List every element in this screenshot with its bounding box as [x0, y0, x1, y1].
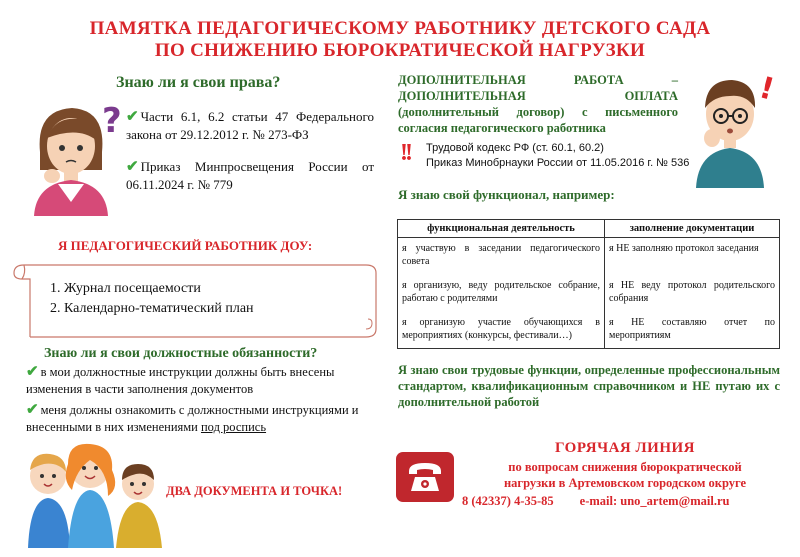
- check-icon: ✔: [26, 364, 39, 380]
- two-documents-slogan: ДВА ДОКУМЕНТА И ТОЧКА!: [166, 484, 343, 498]
- hotline-phone[interactable]: 8 (42337) 4-35-85: [462, 494, 554, 508]
- table-row: [398, 312, 780, 349]
- legal-references: Трудовой кодекс РФ (ст. 60.1, 60.2) Приказ Минобрнауки России от 11.05.2016 г. № 536: [426, 142, 690, 169]
- thinking-woman-illustration: [22, 92, 132, 216]
- title-line-1: ПАМЯТКА ПЕДАГОГИЧЕСКОМУ РАБОТНИКУ ДЕТСКОГО САДА: [89, 18, 711, 39]
- document-scroll: [10, 257, 380, 343]
- hotline-title: ГОРЯЧАЯ ЛИНИЯ: [554, 440, 696, 456]
- telephone-icon: [396, 452, 454, 502]
- check-icon: ✔: [126, 159, 139, 175]
- additional-work-text: ДОПОЛНИТЕЛЬНАЯ РАБОТА – ДОПОЛНИТЕЛЬНАЯ ОПЛАТА (дополнительный договор) с письменного согласия педагогического работника: [398, 73, 678, 135]
- column-header-activity: функциональная деятельность: [398, 220, 605, 238]
- law-item-1: ✔ Части 6.1, 6.2 статьи 47 Федерального закона от 29.12.2012 г. № 273-ФЗ: [126, 109, 374, 142]
- duties-heading: Знаю ли я свои должностные обязанности?: [44, 346, 318, 361]
- duty-item-2: ✔ меня должны ознакомить с должностными инструкциями и внесенными в них изменениями под роспись: [26, 402, 359, 434]
- functional-heading: Я знаю свой функционал, например:: [398, 187, 615, 202]
- double-exclamation-icon: !!: [400, 140, 410, 166]
- table-cell: я НЕ заполняю протокол заседания: [605, 238, 780, 275]
- duty-item-1: ✔ в мои должностные инструкции должны быть внесены изменения в части заполнения документов: [26, 364, 335, 396]
- law-item-2: ✔ Приказ Минпросвещения России от 06.11.2024 г. № 779: [126, 159, 374, 192]
- title-line-2: ПО СНИЖЕНИЮ БЮРОКРАТИЧЕСКОЙ НАГРУЗКИ: [154, 40, 646, 61]
- question-mark-icon: ?: [102, 101, 122, 141]
- table-row: [398, 275, 780, 312]
- table-cell: я организую, веду родительское собрание, работаю с родителями: [398, 275, 605, 312]
- table-cell: я организую участие обучающихся в мероприятиях (конкурсы, фестивали…): [398, 312, 605, 349]
- know-functions-text: Я знаю свои трудовые функции, определенные профессиональным стандартом, квалификационным справочником и НЕ путаю их с дополнительной работой: [398, 363, 780, 409]
- hotline-line-2: нагрузки в Артемовском городском округе: [503, 476, 747, 490]
- check-icon: ✔: [26, 402, 39, 418]
- children-illustration: [16, 440, 166, 548]
- hotline-line-1: по вопросам снижения бюрократической: [508, 460, 742, 474]
- surprised-man-illustration: [690, 68, 782, 188]
- list-item: 2. Календарно-тематический план: [50, 301, 254, 316]
- rights-question: Знаю ли я свои права?: [116, 74, 281, 91]
- exclamation-icon: !: [755, 70, 778, 108]
- table-cell: я НЕ составляю отчет по мероприятиям: [605, 312, 780, 349]
- document-list: [50, 279, 254, 319]
- check-icon: ✔: [126, 109, 139, 125]
- column-header-documents: заполнение документации: [605, 220, 780, 238]
- functional-table: [397, 219, 780, 349]
- hotline-email[interactable]: e-mail: uno_artem@mail.ru: [579, 494, 730, 508]
- hotline-contacts: [462, 494, 729, 509]
- ped-worker-heading: Я ПЕДАГОГИЧЕСКИЙ РАБОТНИК ДОУ:: [58, 238, 313, 253]
- list-item: 1. Журнал посещаемости: [50, 281, 201, 296]
- table-cell: я НЕ веду протокол родительского собрания: [605, 275, 780, 312]
- table-cell: я участвую в заседании педагогического совета: [398, 238, 605, 275]
- table-row: [398, 238, 780, 275]
